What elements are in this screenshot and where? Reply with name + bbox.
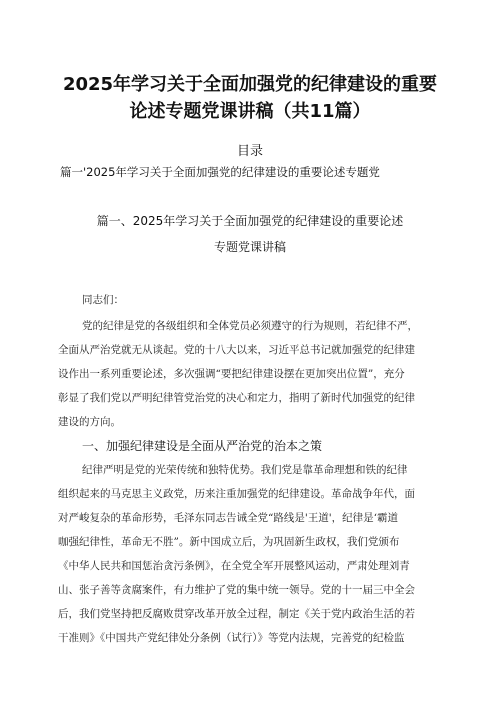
document-title-line-2: 论述专题党课讲稿（共11篇）	[129, 101, 371, 122]
paragraph-line: 对严峻复杂的革命形势，毛泽东同志告诫全党“路线是'王道'，纪律是‘霸道	[58, 512, 398, 524]
paragraph-line: 建设的方向。	[58, 416, 121, 428]
paragraph-line: 党的纪律是党的各级组织和全体党员必须遵守的行为规则，若纪律不严，	[82, 320, 418, 332]
toc-heading: 目录	[236, 144, 263, 159]
paragraph-line: 彰显了我们党以严明纪律管党治党的决心和定力，指明了新时代加强党的纪律	[58, 392, 415, 404]
paragraph-line: 组织起来的马克思主义政党，历来注重加强党的纪律建设。革命战争年代，面	[58, 488, 415, 500]
toc-item[interactable]: 篇一'2025年学习关于全面加强党的纪律建设的重要论述专题党	[60, 165, 380, 179]
section-title-line-1: 篇一、2025年学习关于全面加强党的纪律建设的重要论述	[96, 214, 404, 228]
paragraph-line: 咖强纪律性，革命无不胜”。新中国成立后，为巩固新生政权，我们党颁布	[58, 536, 400, 548]
section-heading-1: 一、加强纪律建设是全面从严治党的治本之策	[82, 439, 323, 453]
paragraph-line: 纪律严明是党的光荣传统和独特优势。我们党是靠革命理想和铁的纪律	[82, 464, 408, 476]
paragraph-line: 全面从严治党就无从谈起。党的十八大以来，习近平总书记就加强党的纪律建	[58, 344, 415, 356]
section-title-line-2: 专题党课讲稿	[213, 240, 286, 254]
paragraph-line: 后，我们党坚持把反腐败贯穿改革开放全过程，制定《关于党内政治生活的若	[58, 608, 415, 620]
document-title-line-1: 2025年学习关于全面加强党的纪律建设的重要	[62, 74, 438, 95]
paragraph-line: 山、张子善等贪腐案件，有力维护了党的集中统一领导。党的十一届三中全会	[58, 584, 415, 596]
paragraph-line: 《中华人民共和国惩治贪污条例》，在全党全军开展整风运动，严肃处理刘青	[58, 560, 410, 572]
paragraph-line: 设作出一系列重要论述，多次强调“要把纪律建设摆在更加突出位置”，充分	[58, 368, 405, 380]
paragraph-line: 干准则》《中国共产党纪律处分条例（试行）》等党内法规，完善党的纪检监	[58, 632, 405, 644]
salutation: 同志们：	[82, 294, 124, 306]
